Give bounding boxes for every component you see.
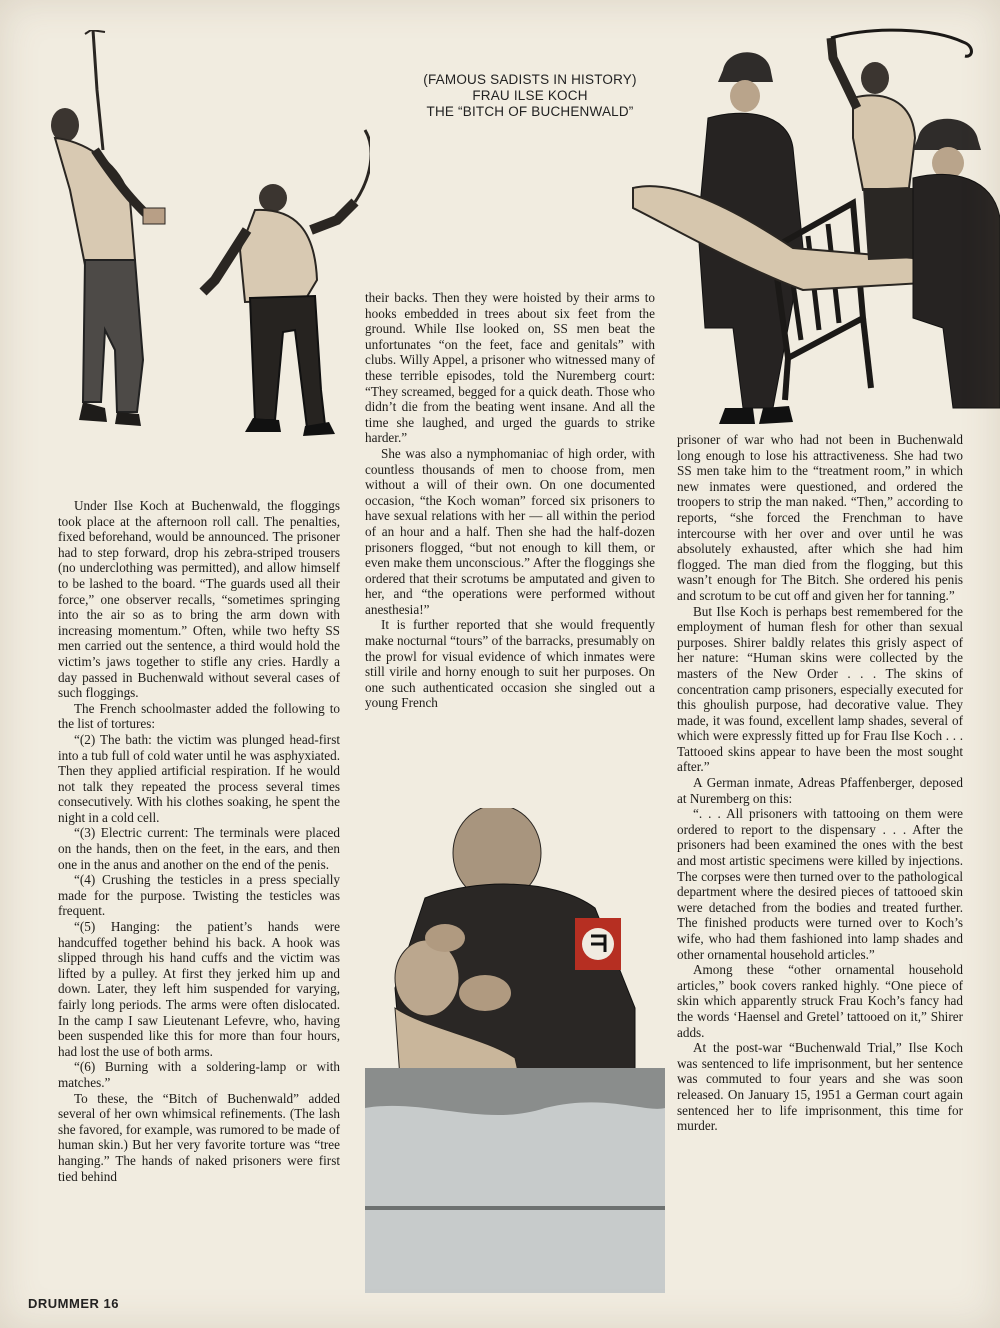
tree-hanging-illustration [25,30,370,460]
paragraph: She was also a nymphomaniac of high order, with countless thousands of men to choose from, men without a will of their own. On one documented occasion, “the Koch woman” forced six prisoners to have sexual relations with her — all within the period of an hour and a half. Then she had the half-dozen prisoners flogged, “but not enough to kill them, or even make them unconscious.” After the floggings she ordered that their scrotums be amputated and given to her, and “the operations were performed without anesthesia!” [365,445,655,617]
paragraph: “(3) Electric current: The terminals were placed on the hands, then on the feet, in the ears, and then one in the anus and another on the end of the penis. [58,825,340,872]
paragraph: Among these “other ornamental household articles,” book covers ranked highly. “One piece of skin which apparently struck Frau Koch’s fancy had the words ‘Haensel and Gretel’ tattooed on it,” Shirer adds. [677,962,963,1040]
paragraph: But Ilse Koch is perhaps best remembered for the employment of human flesh for other than sexual purposes. Shirer baldly relates this grisly aspect of her nature: “Human skins were collected by the masters of the New Order . . . The skins of concentration camp prisoners, especially executed for this ghoulish purpose, had decorative value. They made, it was found, excellent lamp shades, several of which were expressly fitted up for Frau Ilse Koch . . . Tattooed skins appear to have been the most sought after.” [677,603,963,775]
page-folio: DRUMMER 16 [28,1296,119,1311]
paragraph: “(5) Hanging: the patient’s hands were handcuffed together behind his back. A hook was slipped through his hand cuffs and the victim was lifted by a pulley. At first they jerked him up and down. Later, they left him suspended for varying, fairly long periods. The arms were often dislocated. In the camp I saw Lieutenant Lefevre, who, having been suspended like this for more than four hours, had lost the use of both arms. [58,919,340,1059]
paragraph: Under Ilse Koch at Buchenwald, the floggings took place at the afternoon roll call. The penalties, fixed beforehand, would be announced. The prisoner had to step forward, drop his zebra-striped trousers (no underclothing was permitted), and allow himself to be lashed to the board. “The guards used all their force,” one observer recalls, “sometimes springing into the air so as to bring the arm down with increasing momentum.” Often, while two hefty SS men carried out the sentence, a third would hold the victim’s jaws together to stifle any cries. Hardly a day passed in Buchenwald without several cases of such floggings. [58,498,340,701]
paragraph: prisoner of war who had not been in Buchenwald long enough to lose his attractiveness. She had two SS men take him to the “treatment room,” in which new inmates were questioned, and ordered the troopers to strip the man naked. “Then,” according to reports, “she forced the Frenchman to have intercourse with her over and over until he was absolutely exhausted, after which she had him flogged. The man died from the flogging, but this wasn’t enough for The Bitch. She ordered his penis and scrotum to be cut off and given her for tanning.” [677,432,963,603]
paragraph: The French schoolmaster added the following to the list of tortures: [58,700,340,732]
paragraph: “(4) Crushing the testicles in a press specially made for the purpose. Twisting the testicles was frequent. [58,872,340,919]
kicker-line-1: (FAMOUS SADISTS IN HISTORY) [423,72,637,87]
paragraph: their backs. Then they were hoisted by their arms to hooks embedded in trees about six feet from the ground. While Ilse looked on, SS men beat the unfortunates “on the feet, face and genitals” with clubs. Willy Appel, a prisoner who witnessed many of these terrible episodes, told the Nuremberg court: “They screamed, begged for a quick death. Those who didn’t die from the beating went insane. And all the time she laughed, and urged the guards to strike harder.” [365,290,655,446]
paragraph: “(2) The bath: the victim was plunged head-first into a tub full of cold water until he was asphyxiated. Then they applied artificial respiration. If he would not talk they repeated the process several times consecutively. With his clothes soaking, he spent the night in a cold cell. [58,731,340,825]
paragraph: It is further reported that she would frequently make nocturnal “tours” of the barracks, presumably on the prowl for visual evidence of which inmates were still virile and horny enough to suit her purposes. On one such authenticated occasion she singled out a young French [365,617,655,711]
paragraph: To these, the “Bitch of Buchenwald” added several of her own whimsical refinements. (The lash she favored, for example, was rumored to be made of human skin.) But her very favorite torture was “tree hanging.” The hands of naked prisoners were first tied behind [58,1090,340,1184]
article-column-3 [677,432,963,1134]
paragraph: “. . . All prisoners with tattooing on them were ordered to report to the dispensary . . . After the prisoners had been examined the ones with the best and most artistic specimens were killed by injections. The corpses were then turned over to the pathological department where the desired pieces of tattooed skin were detached from the bodies and treated further. The finished products were turned over to Koch’s wife, who had them fashioned into lamp shades and other ornamental household articles.” [677,806,963,962]
bath-torture-illustration [365,808,665,1293]
paragraph: “(6) Burning with a soldering-lamp or with matches.” [58,1059,340,1090]
article-column-2 [365,290,655,711]
paragraph: A German inmate, Adreas Pfaffenberger, deposed at Nuremberg on this: [677,775,963,806]
paragraph: At the post-war “Buchenwald Trial,” Ilse Koch was sentenced to life imprisonment, but her sentence was commuted to four years and she was soon released. On January 15, 1951 a German court again sentenced her to life imprisonment, this time for murder. [677,1040,963,1134]
kicker-line-3: THE “BITCH OF BUCHENWALD” [426,104,634,119]
article-column-1 [58,498,340,1184]
kicker-line-2: FRAU ILSE KOCH [472,88,588,103]
flogging-illustration [613,28,1000,428]
